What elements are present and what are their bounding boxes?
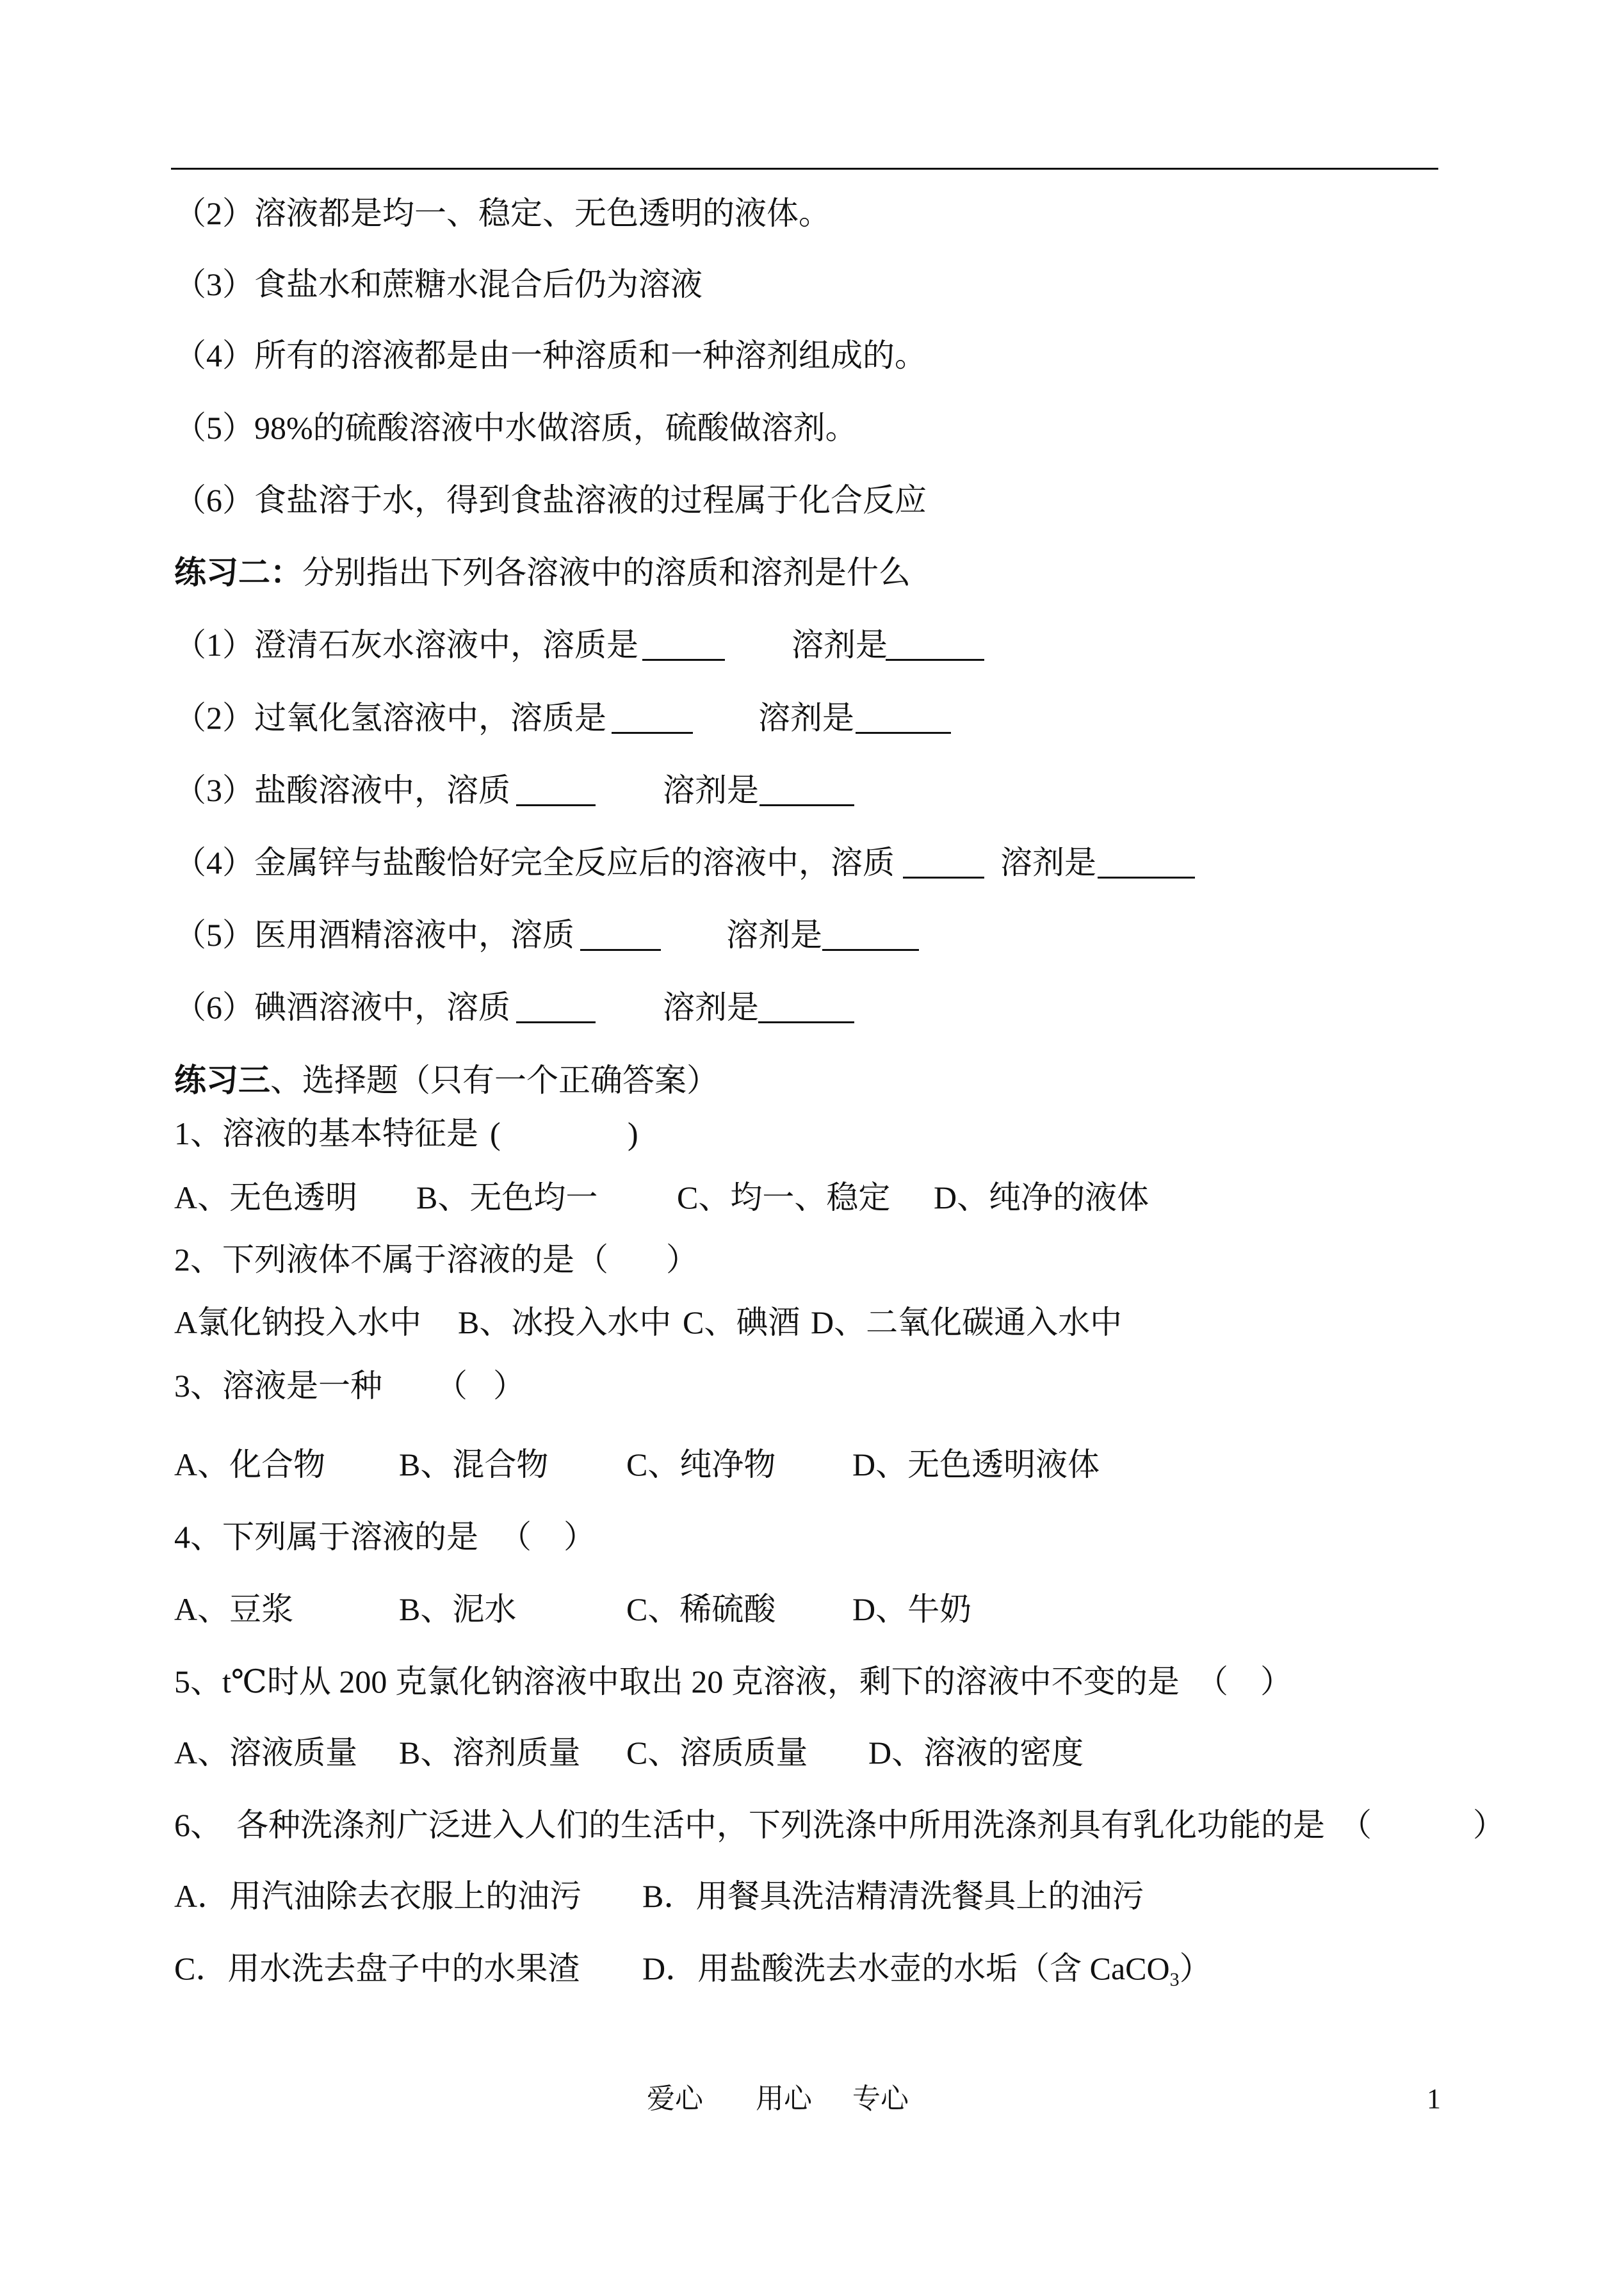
statement-text: （3）食盐水和蔗糖水混合后仍为溶液 xyxy=(174,266,702,302)
fill-item-prefix: （4）金属锌与盐酸恰好完全反应后的溶液中，溶质 xyxy=(174,845,895,880)
exercise2-title xyxy=(0,553,1624,592)
footer-motto-word: 专心 xyxy=(852,2083,909,2114)
solvent-label: 溶剂是 xyxy=(663,772,759,808)
question-stem xyxy=(174,1114,478,1153)
question-number: 3、 xyxy=(174,1368,222,1404)
solute-blank xyxy=(642,626,725,661)
page-number: 1 xyxy=(1427,2083,1441,2114)
fill-item-prefix: （3）盐酸溶液中，溶质 xyxy=(174,772,510,808)
question-stem xyxy=(174,1366,382,1405)
fill-item-prefix: （5）医用酒精溶液中，溶质 xyxy=(174,917,574,953)
fill-item xyxy=(0,988,1624,1026)
exercise2-instruction: 分别指出下列各溶液中的溶质和溶剂是什么 xyxy=(302,555,911,590)
options-row xyxy=(0,1445,1624,1484)
solute-blank xyxy=(516,771,596,806)
question-number: 1、 xyxy=(174,1115,222,1151)
question-number: 5、 xyxy=(174,1664,222,1699)
answer-paren-open: （ xyxy=(499,1519,532,1555)
option-c: C、溶质质量 xyxy=(626,1735,808,1771)
question-text: 各种洗涤剂广泛进入人们的生活中，下列洗涤中所用洗涤剂具有乳化功能的是 xyxy=(236,1807,1325,1843)
statement-text: （5）98%的硫酸溶液中水做溶质，硫酸做溶剂。 xyxy=(174,410,857,446)
exercise3-label: 练习三 xyxy=(174,1062,270,1098)
option-a: A、溶液质量 xyxy=(174,1735,358,1771)
header-rule xyxy=(171,168,1438,170)
answer-paren-open: （ xyxy=(1340,1807,1372,1843)
option-c: C、纯净物 xyxy=(626,1447,776,1482)
solute-blank xyxy=(516,988,596,1023)
exercise3-instruction: 、选择题（只有一个正确答案） xyxy=(270,1062,719,1098)
answer-paren-close: ） xyxy=(493,1368,525,1404)
option-a: A氯化钠投入水中 xyxy=(174,1304,422,1340)
answer-paren-open: （ xyxy=(435,1368,467,1404)
option-a: A、豆浆 xyxy=(174,1591,294,1627)
option-d-tail: ） xyxy=(1179,1950,1212,1986)
fill-item xyxy=(0,771,1624,809)
answer-paren-close: ） xyxy=(1260,1664,1292,1699)
option-d-text: D．用盐酸洗去水壶的水垢（含 CaCO xyxy=(642,1950,1170,1986)
option-a: A．用汽油除去衣服上的油污 xyxy=(174,1878,582,1914)
fill-item xyxy=(0,916,1624,954)
option-b: B、无色均一 xyxy=(416,1180,598,1215)
option-d xyxy=(642,1949,1212,1988)
solvent-blank xyxy=(1098,843,1195,879)
option-d: D、无色透明液体 xyxy=(852,1447,1100,1482)
option-d: D、溶液的密度 xyxy=(868,1735,1084,1771)
answer-paren-open: （ xyxy=(1196,1664,1228,1699)
question-1 xyxy=(0,1114,1624,1153)
solvent-blank xyxy=(886,626,984,661)
solvent-label: 溶剂是 xyxy=(663,989,759,1025)
solvent-blank xyxy=(758,988,854,1023)
fill-item xyxy=(0,699,1624,737)
statement-text: （6）食盐溶于水，得到食盐溶液的过程属于化合反应 xyxy=(174,482,927,518)
question-number: 2、 xyxy=(174,1242,222,1277)
question-stem xyxy=(174,1518,478,1556)
question-4 xyxy=(0,1518,1624,1556)
fill-item-prefix: （6）碘酒溶液中，溶质 xyxy=(174,989,510,1025)
question-text: 下列属于溶液的是 xyxy=(222,1519,478,1555)
statement-line xyxy=(0,336,1624,375)
answer-paren-close: ) xyxy=(628,1115,638,1151)
solvent-label: 溶剂是 xyxy=(758,700,854,736)
solute-blank xyxy=(612,699,693,734)
statement-line xyxy=(0,481,1624,519)
answer-paren-close: ） xyxy=(1473,1807,1505,1843)
page-footer xyxy=(0,2080,1624,2118)
options-row xyxy=(0,1733,1624,1772)
option-b: B、泥水 xyxy=(399,1591,517,1627)
answer-paren-close: ） xyxy=(666,1242,698,1277)
option-b: B、冰投入水中 xyxy=(458,1304,672,1340)
options-row xyxy=(0,1949,1624,1988)
option-d: D、纯净的液体 xyxy=(934,1180,1149,1215)
answer-paren-open: （ xyxy=(576,1242,608,1277)
footer-motto-word: 爱心 xyxy=(647,2083,703,2114)
question-text: 下列液体不属于溶液的是 xyxy=(222,1242,574,1277)
question-text: 溶液是一种 xyxy=(222,1368,382,1404)
option-c: C、稀硫酸 xyxy=(626,1591,776,1627)
option-a: A、化合物 xyxy=(174,1447,326,1482)
answer-paren-close: ） xyxy=(564,1519,596,1555)
solute-blank xyxy=(580,916,661,951)
statement-text: （2）溶液都是均一、稳定、无色透明的液体。 xyxy=(174,195,831,231)
fill-item xyxy=(0,626,1624,664)
option-c: C、均一、稳定 xyxy=(677,1180,891,1215)
exercise2-label: 练习二： xyxy=(174,555,302,590)
fill-item-prefix: （1）澄清石灰水溶液中，溶质是 xyxy=(174,627,638,663)
exercise2-heading xyxy=(174,553,911,592)
question-number: 6、 xyxy=(174,1807,222,1843)
fill-item-prefix: （2）过氧化氢溶液中，溶质是 xyxy=(174,700,606,736)
solute-blank xyxy=(903,843,984,879)
fill-item xyxy=(0,843,1624,882)
answer-paren-open: ( xyxy=(490,1115,501,1151)
solvent-blank xyxy=(759,771,854,806)
solvent-label: 溶剂是 xyxy=(1000,845,1096,880)
question-3 xyxy=(0,1366,1624,1405)
statement-line xyxy=(0,265,1624,304)
statement-line xyxy=(0,194,1624,232)
option-b: B、混合物 xyxy=(399,1447,549,1482)
question-5 xyxy=(0,1662,1624,1701)
options-row xyxy=(0,1590,1624,1628)
solvent-blank xyxy=(856,699,951,734)
solvent-label: 溶剂是 xyxy=(792,627,888,663)
formula-subscript: 3 xyxy=(1169,1969,1180,1990)
footer-motto-word: 用心 xyxy=(756,2083,812,2114)
exercise3-title xyxy=(0,1061,1624,1099)
options-row xyxy=(0,1877,1624,1915)
statement-text: （4）所有的溶液都是由一种溶质和一种溶剂组成的。 xyxy=(174,337,927,373)
question-text: t℃时从 200 克氯化钠溶液中取出 20 克溶液，剩下的溶液中不变的是 xyxy=(222,1664,1180,1699)
question-2 xyxy=(0,1240,1624,1279)
question-stem xyxy=(174,1662,1180,1701)
statement-line xyxy=(0,409,1624,447)
question-number: 4、 xyxy=(174,1519,222,1555)
solvent-label: 溶剂是 xyxy=(726,917,822,953)
option-d: D、牛奶 xyxy=(852,1591,972,1627)
option-d: D、二氧化碳通入水中 xyxy=(811,1304,1123,1340)
option-c: C．用水洗去盘子中的水果渣 xyxy=(174,1950,580,1986)
option-b: B．用餐具洗洁精清洗餐具上的油污 xyxy=(642,1878,1144,1914)
options-row xyxy=(0,1303,1624,1342)
option-c: C、碘酒 xyxy=(683,1304,800,1340)
option-b: B、溶剂质量 xyxy=(399,1735,581,1771)
options-row xyxy=(0,1178,1624,1217)
solvent-blank xyxy=(822,916,919,951)
option-a: A、无色透明 xyxy=(174,1180,358,1215)
question-stem xyxy=(174,1240,574,1279)
question-text: 溶液的基本特征是 xyxy=(222,1115,478,1151)
question-6 xyxy=(0,1806,1624,1844)
exercise3-heading xyxy=(174,1061,719,1099)
